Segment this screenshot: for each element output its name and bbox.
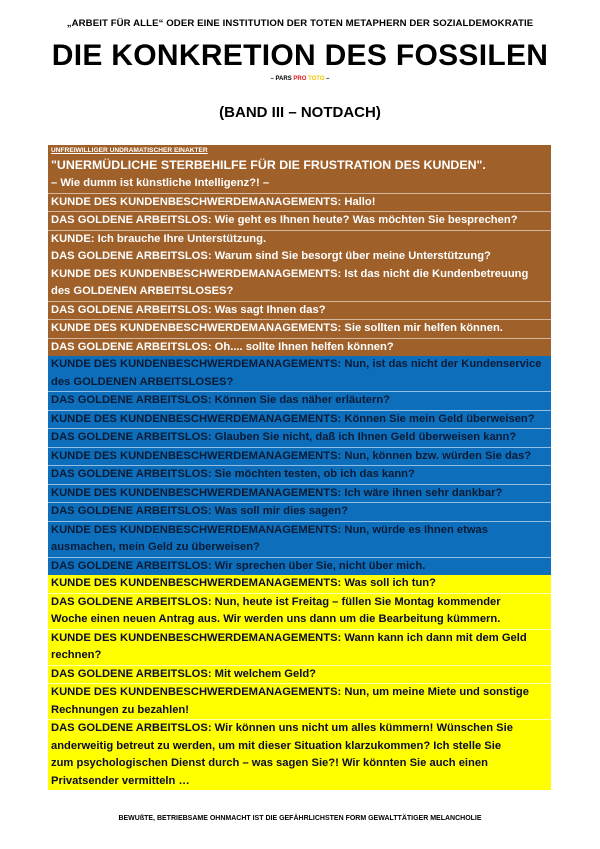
dialogue-line: DAS GOLDENE ARBEITSLOS: Können Sie das näher erläutern? <box>48 391 551 410</box>
pars-yellow-word: TOTO <box>308 76 325 82</box>
pars-post: – <box>324 76 330 82</box>
genre-label: UNFREIWILLIGER UNDRAMATISCHER EINAKTER <box>51 147 208 154</box>
dialogue-line: des GOLDENEN ARBEITSLOSES? <box>51 375 234 388</box>
pars-pro-toto-line <box>0 76 600 82</box>
band-heading: (BAND III – NOTDACH) <box>219 104 381 121</box>
dialogue-line: KUNDE DES KUNDENBESCHWERDEMANAGEMENTS: Nun, können bzw. würden Sie das? <box>48 447 551 466</box>
dialogue-line: DAS GOLDENE ARBEITSLOS: Mit welchem Geld? <box>48 665 551 684</box>
brown-dialogue-block <box>48 145 551 356</box>
dialogue-line: DAS GOLDENE ARBEITSLOS: Sie möchten testen, ob ich das kann? <box>48 465 551 484</box>
dialogue-line: DAS GOLDENE ARBEITSLOS: Was soll mir dies sagen? <box>48 502 551 521</box>
dialogue-line: Privatsender vermitteln … <box>51 774 190 787</box>
dialogue-line: Woche einen neuen Antrag aus. Wir werden uns dann um die Bearbeitung kümmern. <box>51 613 501 625</box>
dialogue-line: KUNDE DES KUNDENBESCHWERDEMANAGEMENTS: Sie sollten mir helfen können. <box>48 319 551 338</box>
dialogue-line: KUNDE DES KUNDENBESCHWERDEMANAGEMENTS: Können Sie mein Geld überweisen? <box>48 410 551 429</box>
pars-pre: – PARS <box>270 76 294 82</box>
dialogue-line: KUNDE: Ich brauche Ihre Unterstützung. <box>48 230 551 249</box>
dialogue-line: DAS GOLDENE ARBEITSLOS: Oh.... sollte Ihnen helfen können? <box>48 338 551 357</box>
dialogue-line: KUNDE DES KUNDENBESCHWERDEMANAGEMENTS: Ich wäre ihnen sehr dankbar? <box>48 484 551 503</box>
dialogue-line: KUNDE DES KUNDENBESCHWERDEMANAGEMENTS: Nun, um meine Miete und sonstige <box>48 683 551 702</box>
dialogue-line: DAS GOLDENE ARBEITSLOS: Wir können uns nicht um alles kümmern! Wünschen Sie <box>48 719 551 738</box>
dialogue-line: DAS GOLDENE ARBEITSLOS: Nun, heute ist Freitag – füllen Sie Montag kommender <box>48 593 551 612</box>
dialogue-script <box>48 145 551 790</box>
dialogue-line: Rechnungen zu bezahlen! <box>51 703 189 716</box>
dialogue-line: ausmachen, mein Geld zu überweisen? <box>51 541 260 553</box>
dialogue-line: DAS GOLDENE ARBEITSLOS: Warum sind Sie besorgt über meine Unterstützung? <box>51 250 491 262</box>
play-title: "UNERMÜDLICHE STERBEHILFE FÜR DIE FRUSTRATION DES KUNDEN". <box>51 158 486 172</box>
dialogue-line: des GOLDENEN ARBEITSLOSES? <box>51 285 234 297</box>
dialogue-line: rechnen? <box>51 649 102 661</box>
dialogue-line: KUNDE DES KUNDENBESCHWERDEMANAGEMENTS: Hallo! <box>48 193 551 212</box>
play-tagline: – Wie dumm ist künstliche Intelligenz?! – <box>51 177 270 189</box>
dialogue-line: KUNDE DES KUNDENBESCHWERDEMANAGEMENTS: Was soll ich tun? <box>51 577 436 589</box>
dialogue-line: anderweitig betreut zu werden, um mit dieser Situation klarzukommen? Ich stelle Sie <box>51 739 502 752</box>
dialogue-line: DAS GOLDENE ARBEITSLOS: Glauben Sie nicht, daß ich Ihnen Geld überweisen kann? <box>48 428 551 447</box>
dialogue-line: DAS GOLDENE ARBEITSLOS: Wir sprechen über Sie, nicht über mich. <box>48 557 551 576</box>
dialogue-line: KUNDE DES KUNDENBESCHWERDEMANAGEMENTS: Wann kann ich dann mit dem Geld <box>48 629 551 648</box>
dialogue-line: KUNDE DES KUNDENBESCHWERDEMANAGEMENTS: Nun, ist das nicht der Kundenservice <box>51 358 542 370</box>
pars-red-word: PRO <box>293 76 307 82</box>
footer-motto: BEWUßTE, BETRIEBSAME OHNMACHT IST DIE GEFÄHRLICHSTEN FORM GEWALTTÄTIGER MELANCHOLIE <box>118 815 482 822</box>
blue-dialogue-block <box>48 356 551 575</box>
yellow-dialogue-block <box>48 575 551 790</box>
dialogue-line: DAS GOLDENE ARBEITSLOS: Was sagt Ihnen das? <box>48 301 551 320</box>
dialogue-line: zum psychologischen Dienst durch – was sagen Sie?! Wir könnten Sie auch einen <box>51 757 488 769</box>
dialogue-line: KUNDE DES KUNDENBESCHWERDEMANAGEMENTS: Nun, würde es Ihnen etwas <box>48 521 551 540</box>
dialogue-line: KUNDE DES KUNDENBESCHWERDEMANAGEMENTS: Ist das nicht die Kundenbetreuung <box>51 267 529 280</box>
subtitle-top-line: „ARBEIT FÜR ALLE“ ODER EINE INSTITUTION DER TOTEN METAPHERN DER SOZIALDEMOKRATIE <box>66 18 534 29</box>
page-title: DIE KONKRETION DES FOSSILEN <box>51 39 549 72</box>
dialogue-line: DAS GOLDENE ARBEITSLOS: Wie geht es Ihnen heute? Was möchten Sie besprechen? <box>48 211 551 230</box>
